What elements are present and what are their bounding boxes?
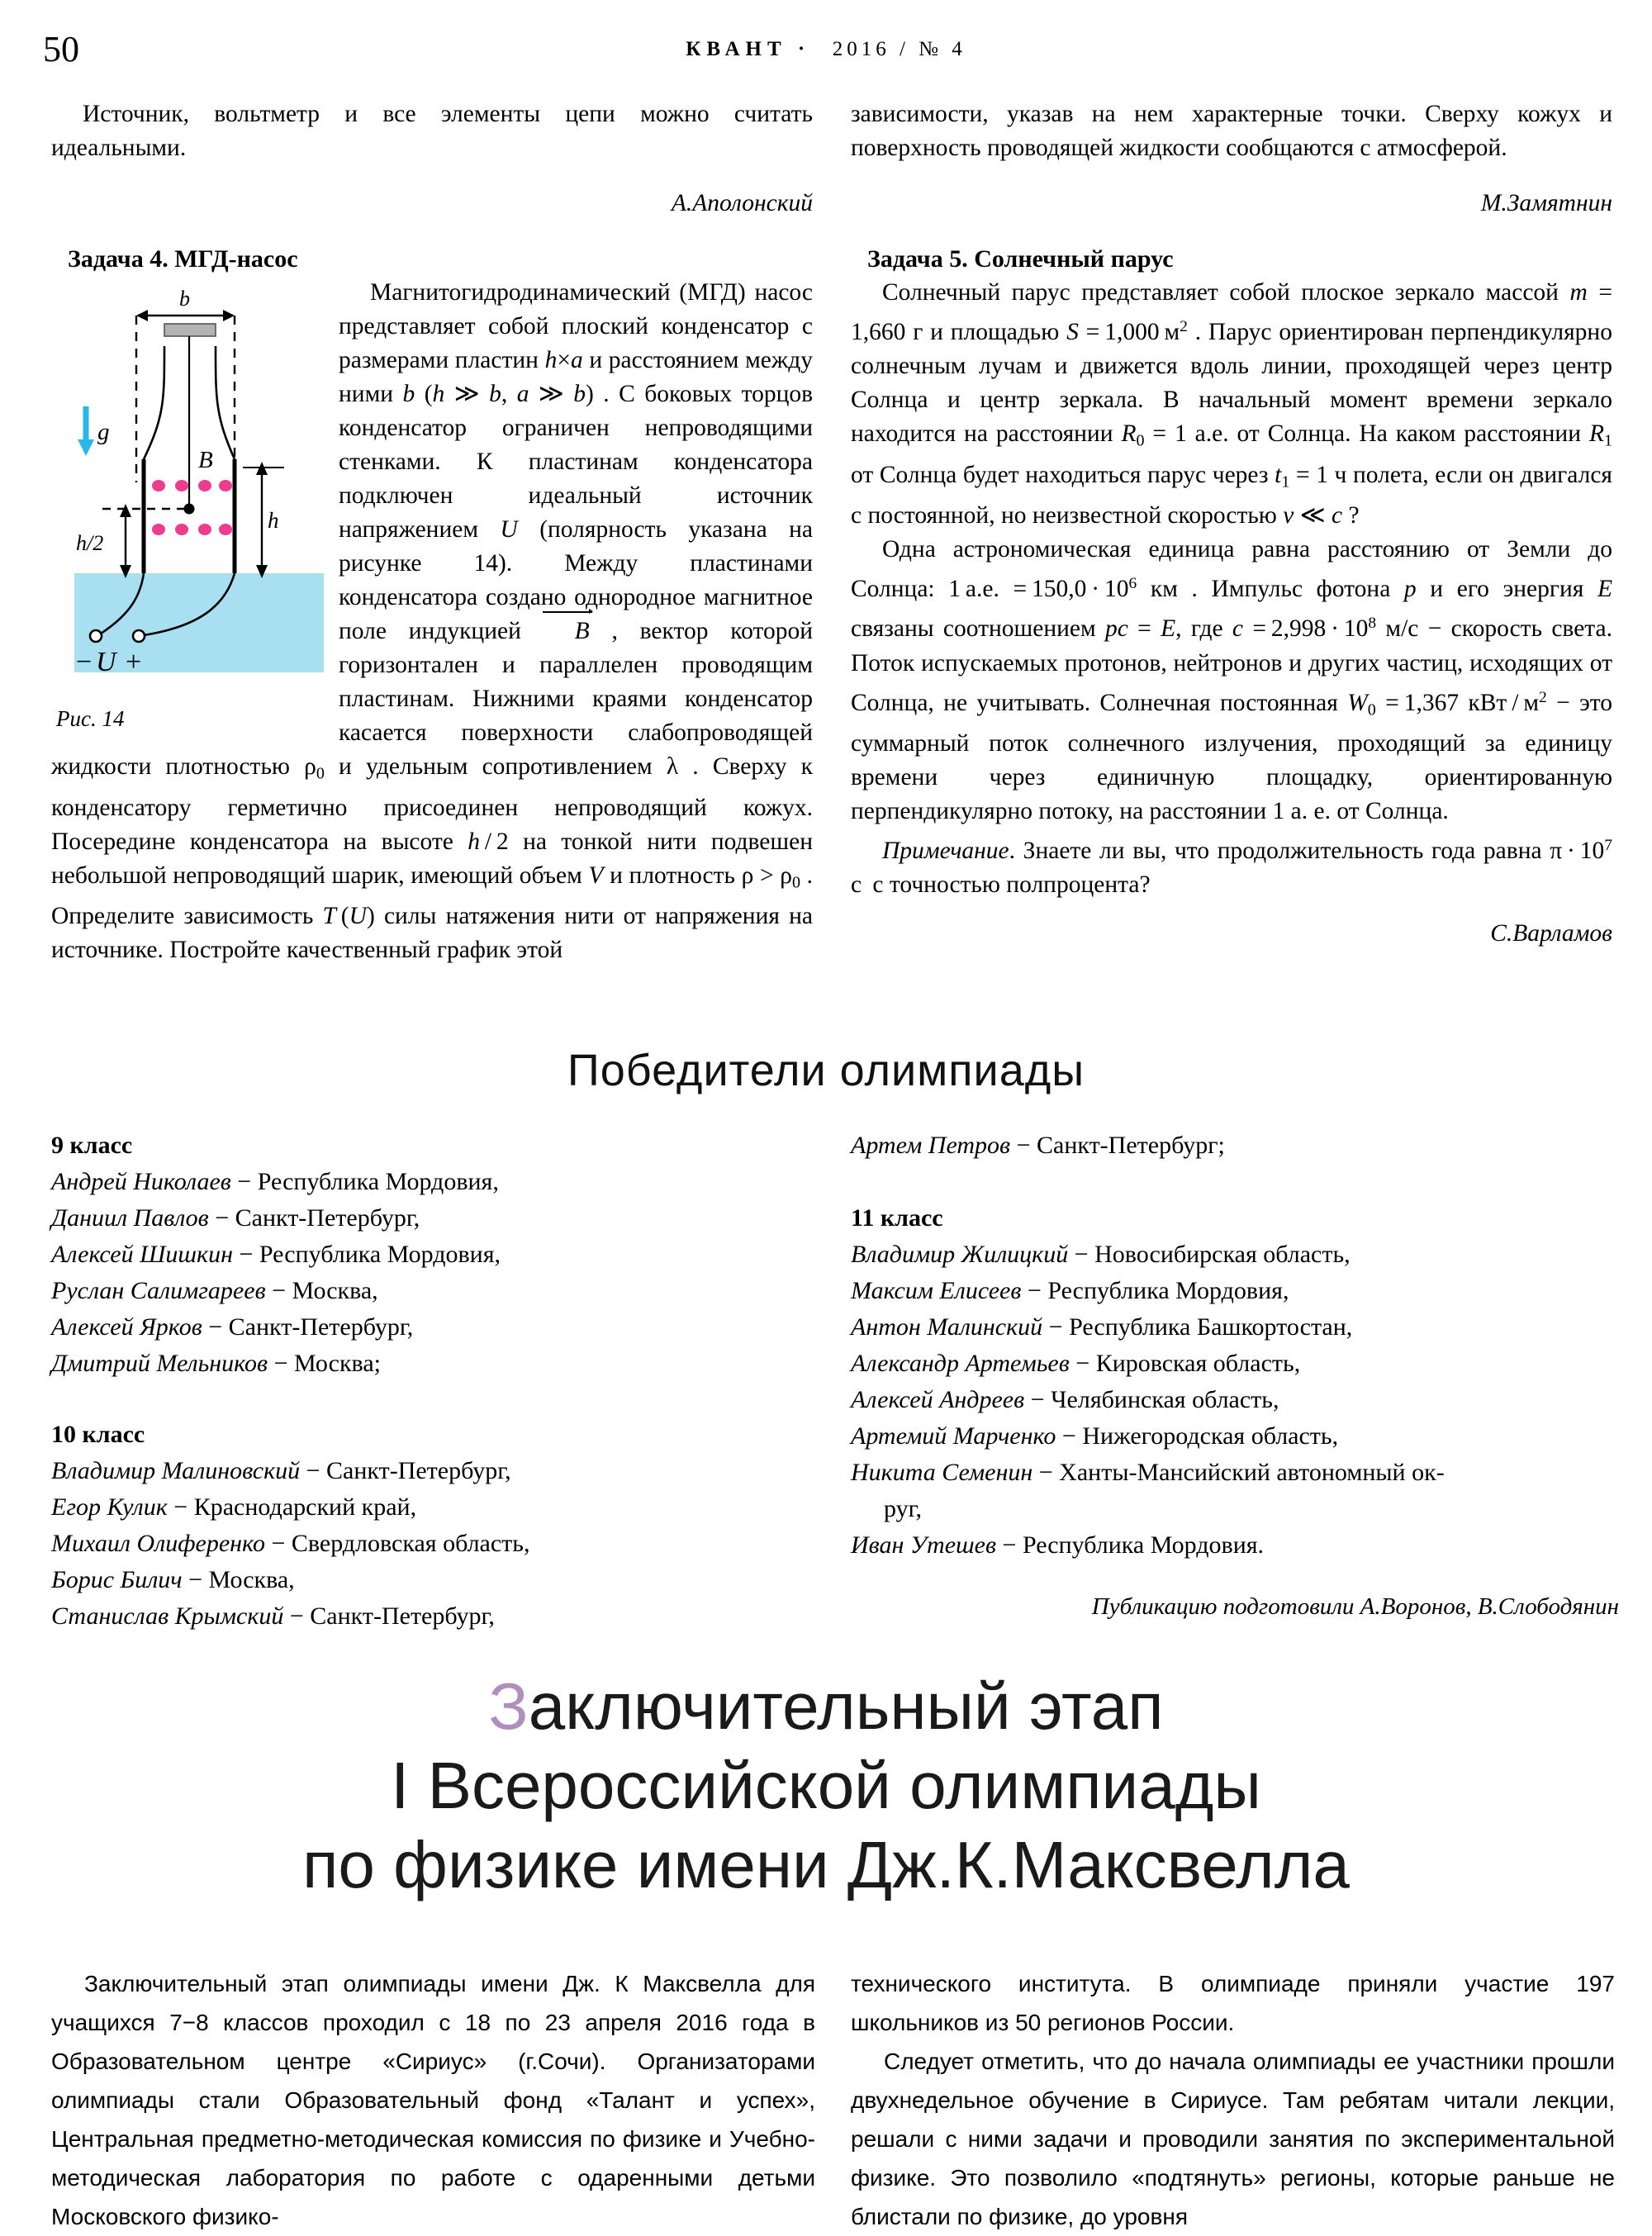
label-U: U — [96, 647, 116, 677]
article-title — [0, 1667, 1652, 1905]
problem-5-signature: С.Варламов — [1490, 920, 1612, 947]
problem-5-heading: Задача 5. Солнечный парус — [867, 245, 1174, 273]
label-h: h — [268, 508, 279, 533]
winner-region: Республика Мордовия, — [257, 1168, 499, 1195]
winner-name: Артемий Марченко — [851, 1422, 1056, 1450]
journal-name: КВАНТ — [686, 38, 787, 60]
winner-dash: − — [237, 1168, 252, 1195]
winner-row — [851, 1309, 1619, 1346]
winner-region: Санкт-Петербург, — [228, 1313, 414, 1341]
winner-name: Даниил Павлов — [51, 1204, 209, 1232]
winner-name: Дмитрий Мельников — [51, 1350, 268, 1377]
terminal-minus — [90, 630, 102, 642]
winner-dash: − — [215, 1204, 230, 1232]
winner-name: Антон Малинский — [851, 1313, 1043, 1341]
winner-name: Никита Семенин — [851, 1459, 1033, 1486]
winner-row — [851, 1418, 1619, 1455]
ball — [184, 504, 195, 515]
winner-row — [851, 1273, 1619, 1309]
winner-row-continuation: руг, — [884, 1495, 923, 1522]
winner-region: Ханты-Мансийский автономный ок- — [1059, 1459, 1445, 1486]
left-column — [51, 97, 813, 967]
label-plus: + — [126, 647, 142, 677]
winner-region: Санкт-Петербург, — [310, 1602, 495, 1630]
running-head — [0, 31, 1652, 81]
winners-class-heading-9: 9 класс — [51, 1132, 133, 1159]
winner-name: Алексей Андреев — [851, 1386, 1025, 1413]
figure-14 — [51, 284, 324, 732]
winner-row — [851, 1346, 1619, 1382]
label-b: b — [179, 287, 190, 311]
winner-region: Москва, — [292, 1277, 378, 1304]
terminal-plus — [133, 630, 145, 642]
winner-dash: − — [173, 1493, 188, 1521]
winner-dash: − — [1030, 1386, 1045, 1413]
winner-name: Руслан Салимгареев — [51, 1277, 266, 1304]
publication-credit: Публикацию подготовили А.Воронов, В.Слободянин — [1091, 1593, 1619, 1620]
problem-4-continued: зависимости, указав на нем характерные точки. Сверху кожух и поверхность проводящей жидкости сообщаются с атмосферой. — [851, 101, 1612, 161]
winner-dash: − — [273, 1350, 288, 1377]
article-paragraph-1-continued: технического института. В олимпиаде приняли участие 197 школьников из 50 регионов России. — [851, 1971, 1615, 2035]
winner-region: Кировская область, — [1095, 1350, 1301, 1377]
carryover-signature: А.Аполонский — [671, 190, 813, 216]
winner-dash: − — [208, 1313, 223, 1341]
winner-region: Республика Мордовия, — [1047, 1277, 1289, 1304]
winner-dash: − — [1048, 1313, 1063, 1341]
winner-region: Республика Мордовия. — [1022, 1531, 1265, 1559]
winner-region: Челябинская область, — [1051, 1386, 1279, 1413]
winner-name: Михаил Олиференко — [51, 1530, 265, 1557]
problem-4-signature: М.Замятнин — [1480, 190, 1612, 216]
winner-name: Артем Петров — [851, 1132, 1011, 1159]
winner-dash: − — [1002, 1531, 1017, 1559]
winners-left-column — [51, 1127, 819, 1635]
problem-4-body: Магнитогидродинамический (МГД) насос представляет собой плоский конденсатор с размерами пластин h×a и расстоянием между ними b (h ≫ b, a ≫ b) . С боковых торцов конденсатор ограничен непроводящими стенками. К пластинам конденсатора подключен идеальный источник напряжением U (полярность указана на рисунке 14). Между пластинами конденсатора создано однородное магнитное поле индукцией B , вектор которой горизонтален и параллелен проводящим пластинам. Нижними краями конденсатор касается поверхности слабопроводящей жидкости плотностью $\rho_0$ и удельным сопротивлением λ . Сверху к конденсатору герметично присоединен непроводящий кожух. Посередине конденсатора на высоте h / 2 на тонкой нити подвешен небольшой непроводящий шарик, имеющий объем V и плотность $\rho > \rho_0$ . Определите зависимость T (U) силы натяжения нити от напряжения на источнике. Постройте качественный график этой — [51, 279, 814, 964]
winners-class-heading-10: 10 класс — [51, 1421, 145, 1448]
journal-issue: 2016 / № 4 — [832, 38, 966, 60]
winner-dash: − — [1016, 1132, 1031, 1159]
article-right-column — [851, 1964, 1615, 2236]
winner-name: Владимир Жилицкий — [851, 1241, 1069, 1268]
label-h-half: h/2 — [76, 531, 104, 555]
winner-dash: − — [1074, 1241, 1089, 1268]
winner-region: Новосибирская область, — [1094, 1241, 1351, 1268]
winner-dash: − — [188, 1566, 203, 1593]
drop-cap: З — [488, 1669, 529, 1743]
winner-row — [851, 1382, 1619, 1418]
winner-row — [851, 1527, 1619, 1564]
winner-region: Санкт-Петербург; — [1037, 1132, 1225, 1159]
winner-row — [851, 1237, 1619, 1273]
winner-row — [51, 1453, 819, 1489]
problem-4-heading: Задача 4. МГД-насос — [68, 245, 298, 273]
winner-dash: − — [272, 1277, 287, 1304]
article-left-column — [51, 1964, 815, 2236]
winner-row — [51, 1200, 819, 1237]
winner-row — [851, 1455, 1619, 1491]
winner-region: Краснодарский край, — [193, 1493, 417, 1521]
article-title-line-2: I Всероссийской олимпиады — [391, 1749, 1261, 1822]
article-title-line-1-rest: аключительный этап — [528, 1669, 1164, 1743]
winner-row — [51, 1346, 819, 1382]
winner-dash: − — [306, 1457, 320, 1484]
gravity-arrow-head — [78, 439, 94, 456]
winners-right-column — [851, 1127, 1619, 1621]
winner-name: Борис Билич — [51, 1566, 183, 1593]
problem-5-body: Солнечный парус представляет собой плоское зеркало массой m = 1,660 г и площадью S = 1,000 $м^2$ . Парус ориентирован перпендикулярно солнечным лучам и движется вдоль линии, проходящей через центр Солнца и центр зеркала. В начальный момент времени зеркало находится на расстоянии $R_0 = 1$ а.е. от Солнца. На каком расстоянии $R_1$ от Солнца будет находиться парус через $t_1 = 1$ ч полета, если он двигался с постоянной, но неизвестной скоростью v ≪ c ? — [851, 279, 1613, 529]
winner-dash: − — [1061, 1422, 1076, 1450]
winner-dash: − — [289, 1602, 304, 1630]
problem-5-note: Примечание. Знаете ли вы, что продолжительность года равна $\pi \cdot 10^7$ с с точностью полпроцента? — [851, 837, 1612, 899]
winner-dash: − — [271, 1530, 286, 1557]
winner-region: Республика Башкортостан, — [1069, 1313, 1353, 1341]
winner-name: Алексей Ярков — [51, 1313, 202, 1341]
casing-left — [144, 346, 164, 573]
winner-name: Андрей Николаев — [51, 1168, 231, 1195]
winner-name: Станислав Крымский — [51, 1602, 284, 1630]
winner-region: Москва; — [293, 1350, 381, 1377]
winner-dash: − — [1075, 1350, 1090, 1377]
winner-region: Москва, — [208, 1566, 295, 1593]
page-number: 50 — [43, 29, 79, 69]
winner-name: Егор Кулик — [51, 1493, 168, 1521]
winner-row — [51, 1309, 819, 1346]
carryover-paragraph: Источник, вольтметр и все элементы цепи можно считать идеальными. — [51, 101, 813, 161]
problem-5-constants: Одна астрономическая единица равна расстоянию от Земли до Солнца: 1 а.е. = $150,0 \cdot 10^6$ км . Импульс фотона p и его энергия E связаны соотношением pc = E, где $c = 2,998 \cdot 10^8$ м/с − скорость света. Поток испускаемых протонов, нейтронов и других частиц, исходящих от Солнца, не учитывать. Солнечная постоянная $W_0 = 1,367$ кВт / $м^2$ − это суммарный поток солнечного излучения, проходящий за единицу времени через единичную площадку, ориентированную перпендикулярно потоку, на расстоянии 1 а. е. от Солнца. — [851, 536, 1613, 825]
winners-banner: Победители олимпиады — [567, 1046, 1085, 1095]
winner-region: Свердловская область, — [291, 1530, 530, 1557]
casing-right — [216, 346, 235, 573]
winner-dash: − — [1038, 1459, 1053, 1486]
label-g: g — [97, 419, 110, 445]
figure-caption: Рис. 14 — [56, 706, 125, 731]
mhd-pump-diagram — [51, 284, 324, 697]
winner-dash: − — [239, 1241, 254, 1268]
winner-dash: − — [1027, 1277, 1042, 1304]
winner-row — [51, 1598, 819, 1635]
winners-class-heading-11: 11 класс — [851, 1204, 943, 1232]
article-paragraph-1: Заключительный этап олимпиады имени Дж. К Максвелла для учащихся 7−8 классов проходил с 18 по 23 апреля 2016 года в Образовательном центре «Сириус» (г.Сочи). Организаторами олимпиады стали Образовательный фонд «Талант и успех», Центральная предметно-методическая комиссия по физике и Учебно-методическая лаборатория по работе с одаренными детьми Московского физико- — [51, 1971, 815, 2229]
winner-name: Владимир Малиновский — [51, 1457, 301, 1484]
winner-row — [51, 1164, 819, 1200]
winner-name: Иван Утешев — [851, 1531, 997, 1559]
winner-region: Нижегородская область, — [1082, 1422, 1339, 1450]
journal-separator: · — [797, 38, 811, 60]
winner-row — [51, 1526, 819, 1562]
winner-name: Максим Елисеев — [851, 1277, 1022, 1304]
winner-row — [51, 1273, 819, 1309]
suspension-plate — [164, 324, 216, 336]
winner-row — [51, 1237, 819, 1273]
winner-row — [851, 1127, 1619, 1164]
article-title-line-3: по физике имени Дж.К.Максвелла — [302, 1828, 1350, 1901]
winner-region: Санкт-Петербург, — [326, 1457, 511, 1484]
winner-region: Санкт-Петербург, — [235, 1204, 420, 1232]
label-B: B — [198, 447, 213, 473]
right-column — [851, 97, 1612, 951]
article-title-line-1 — [0, 1667, 1652, 1746]
winner-row — [51, 1562, 819, 1598]
winner-name: Александр Артемьев — [851, 1350, 1070, 1377]
winner-name: Алексей Шишкин — [51, 1241, 233, 1268]
winner-row — [51, 1489, 819, 1526]
article-paragraph-2: Следует отметить, что до начала олимпиады ее участники прошли двухнедельное обучение в Сириусе. Там ребятам читали лекции, решали с ними задачи и проводили занятия по экспериментальной физике. Это позволило «подтянуть» регионы, которые раньше не блистали по физике, до уровня — [851, 2048, 1615, 2229]
winner-region: Республика Мордовия, — [259, 1241, 501, 1268]
label-minus: − — [76, 647, 93, 677]
journal-title-line — [0, 38, 1652, 61]
